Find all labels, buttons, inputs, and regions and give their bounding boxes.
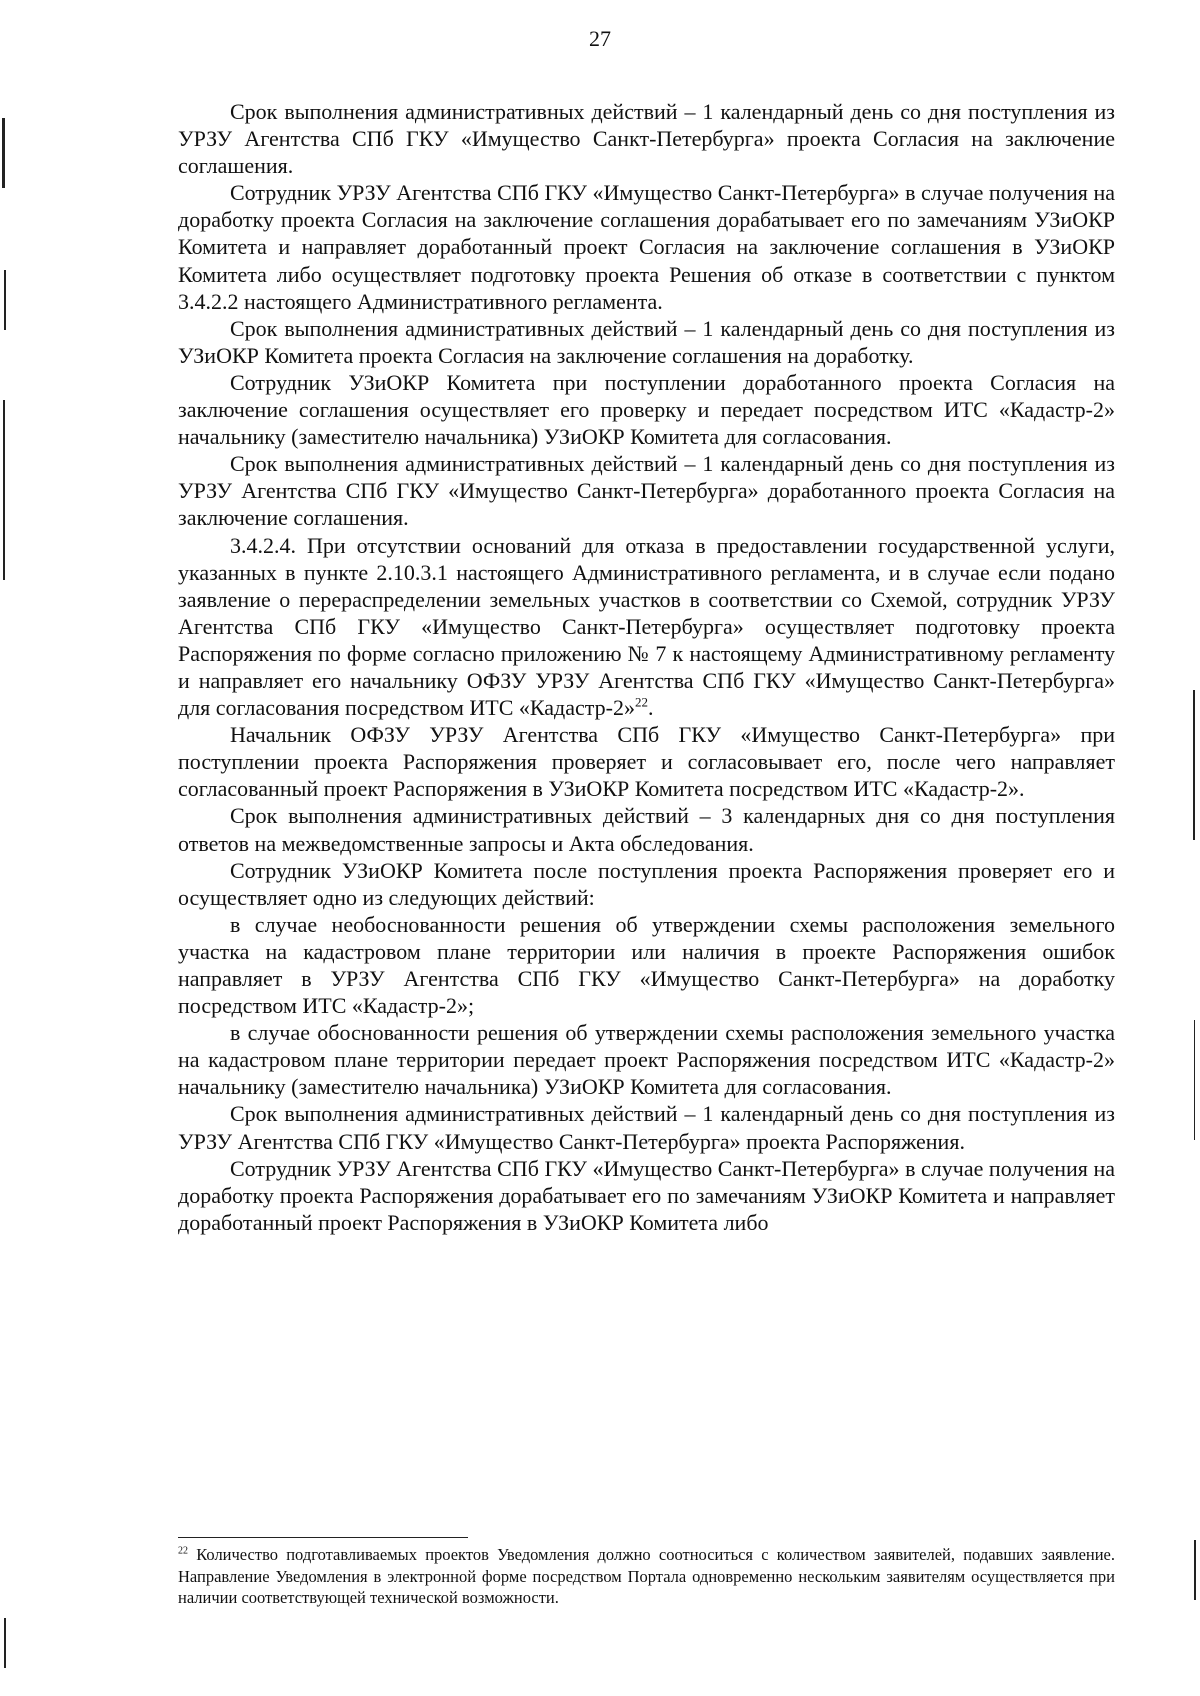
paragraph: Сотрудник УРЗУ Агентства СПб ГКУ «Имущество Санкт-Петербурга» в случае получения на доработку проекта Согласия на заключение соглашения дорабатывает его по замечаниям УЗиОКР Комитета и направляет доработанный проект Согласия на заключение соглашения в УЗиОКР Комитета либо осуществляет подготовку проекта Решения об отказе в соответствии с пунктом 3.4.2.2 настоящего Административного регламента.: [178, 180, 1115, 314]
footnote-text: Количество подготавливаемых проектов Уведомления должно соотноситься с количеством заявителей, подавших заявление. Направление Уведомления в электронной форме посредством Портала одновременно нескольким заявителям осуществляется при наличии соответствующей технической возможности.: [178, 1545, 1115, 1607]
scan-edge-mark: [1193, 690, 1195, 840]
paragraph-end: .: [647, 695, 654, 721]
scan-edge-mark: [1194, 1540, 1196, 1600]
paragraph: Начальник ОФЗУ УРЗУ Агентства СПб ГКУ «Имущество Санкт-Петербурга» при поступлении проекта Распоряжения проверяет и согласовывает его, после чего направляет согласованный проект Распоряжения в УЗиОКР Комитета посредством ИТС «Кадастр-2».: [178, 722, 1115, 802]
document-body: [178, 98, 1115, 1236]
scan-edge-mark: [4, 270, 6, 330]
paragraph: в случае обоснованности решения об утверждении схемы расположения земельного участка на кадастровом плане территории передает проект Распоряжения посредством ИТС «Кадастр-2» начальнику (заместителю начальника) УЗиОКР Комитета для согласования.: [178, 1020, 1115, 1100]
footnote-reference: 22: [634, 694, 648, 710]
footnote: [178, 1544, 1115, 1609]
footnote-separator: [178, 1537, 468, 1538]
scan-edge-mark: [3, 400, 5, 580]
footnote-number: 22: [178, 1545, 188, 1557]
paragraph: [178, 532, 1115, 722]
paragraph: Срок выполнения административных действий – 1 календарный день со дня поступления из УРЗУ Агентства СПб ГКУ «Имущество Санкт-Петербурга» доработанного проекта Согласия на заключение соглашения.: [178, 451, 1115, 531]
scan-edge-mark: [4, 1618, 6, 1668]
paragraph: Сотрудник УЗиОКР Комитета после поступления проекта Распоряжения проверяет его и осуществляет одно из следующих действий:: [178, 857, 1115, 910]
paragraph: Срок выполнения административных действий – 1 календарный день со дня поступления из УРЗУ Агентства СПб ГКУ «Имущество Санкт-Петербурга» проекта Распоряжения.: [178, 1101, 1115, 1154]
paragraph: Срок выполнения административных действий – 1 календарный день со дня поступления из УРЗУ Агентства СПб ГКУ «Имущество Санкт-Петербурга» проекта Согласия на заключение соглашения.: [178, 99, 1115, 179]
paragraph: Срок выполнения административных действий – 3 календарных дня со дня поступления ответов на межведомственные запросы и Акта обследования.: [178, 803, 1115, 856]
footnote-paragraph: [178, 1544, 1115, 1609]
paragraph: Срок выполнения административных действий – 1 календарный день со дня поступления из УЗиОКР Комитета проекта Согласия на заключение соглашения на доработку.: [178, 315, 1115, 368]
paragraph-text: 3.4.2.4. При отсутствии оснований для отказа в предоставлении государственной услуги, указанных в пункте 2.10.3.1 настоящего Административного регламента, и в случае если подано заявление о перераспределении земельных участков в соответствии со Схемой, сотрудник УРЗУ Агентства СПб ГКУ «Имущество Санкт-Петербурга» осуществляет подготовку проекта Распоряжения по форме согласно приложению № 7 к настоящему Административному регламенту и направляет его начальнику ОФЗУ УРЗУ Агентства СПб ГКУ «Имущество Санкт-Петербурга» для согласования посредством ИТС «Кадастр-2»: [178, 532, 1115, 721]
paragraph: Сотрудник УРЗУ Агентства СПб ГКУ «Имущество Санкт-Петербурга» в случае получения на доработку проекта Распоряжения дорабатывает его по замечаниям УЗиОКР Комитета и направляет доработанный проект Распоряжения в УЗиОКР Комитета либо: [178, 1155, 1115, 1235]
scan-edge-mark: [2, 118, 5, 188]
paragraph: в случае необоснованности решения об утверждении схемы расположения земельного участка на кадастровом плане территории или наличия в проекте Распоряжения ошибок направляет в УРЗУ Агентства СПб ГКУ «Имущество Санкт-Петербурга» на доработку посредством ИТС «Кадастр-2»;: [178, 911, 1115, 1019]
page-number: 27: [589, 26, 611, 51]
paragraph: Сотрудник УЗиОКР Комитета при поступлении доработанного проекта Согласия на заключение соглашения осуществляет его проверку и передает посредством ИТС «Кадастр-2» начальнику (заместителю начальника) УЗиОКР Комитета для согласования.: [178, 369, 1115, 450]
scan-edge-mark: [1194, 1020, 1195, 1140]
